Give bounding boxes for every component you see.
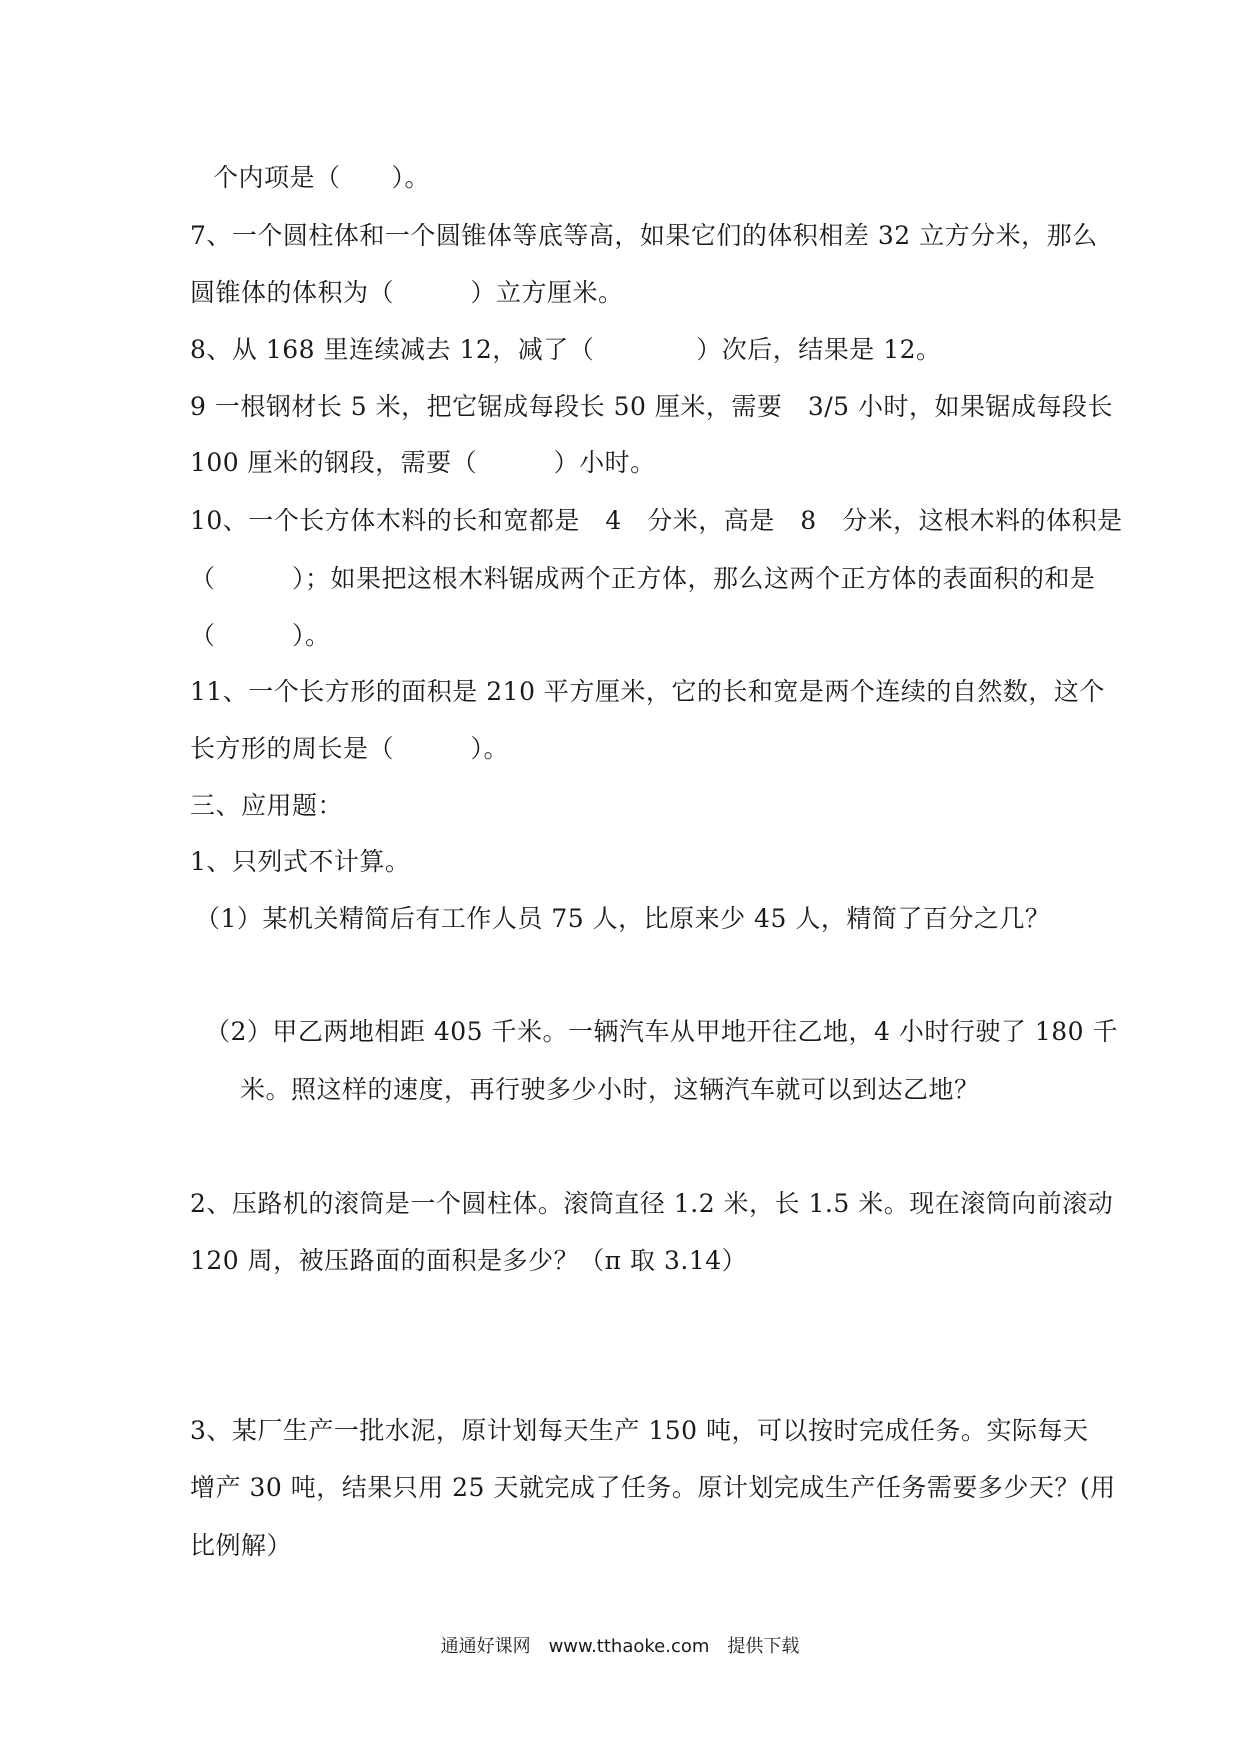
- q11-line-1: 11、一个长方形的面积是 210 平方厘米，它的长和宽是两个连续的自然数，这个: [190, 677, 1105, 706]
- q10-line-3: （ ）。: [190, 621, 331, 650]
- q7-line-2: 圆锥体的体积为（ ）立方厘米。: [190, 278, 624, 307]
- problem-3-line-3: 比例解）: [190, 1531, 293, 1560]
- q9-line-2: 100 厘米的钢段，需要（ ）小时。: [190, 448, 656, 477]
- problem-3-line-1: 3、某厂生产一批水泥，原计划每天生产 150 吨，可以按时完成任务。实际每天: [190, 1416, 1089, 1445]
- q7-line-1: 7、一个圆柱体和一个圆锥体等底等高，如果它们的体积相差 32 立方分米，那么: [190, 221, 1098, 250]
- section-heading-application: 三、应用题：: [190, 791, 344, 820]
- problem-2-line-1: 2、压路机的滚筒是一个圆柱体。滚筒直径 1.2 米，长 1.5 米。现在滚筒向前滚动: [190, 1189, 1114, 1218]
- page-footer: 通通好课网 www.tthaoke.com 提供下载: [440, 1636, 800, 1657]
- problem-1-sub-2-line-2: 米。照这样的速度，再行驶多少小时，这辆汽车就可以到达乙地？: [240, 1075, 980, 1104]
- q6-continuation: 个内项是（ ）。: [213, 163, 431, 192]
- q11-line-2: 长方形的周长是（ ）。: [190, 734, 510, 763]
- problem-1-title: 1、只列式不计算。: [190, 847, 411, 876]
- q10-line-1: 10、一个长方体木料的长和宽都是 4 分米，高是 8 分米，这根木料的体积是: [190, 506, 1123, 535]
- q8-line: 8、从 168 里连续减去 12，减了（ ）次后，结果是 12。: [190, 335, 942, 364]
- problem-1-sub-2-line-1: （2）甲乙两地相距 405 千米。一辆汽车从甲地开往乙地，4 小时行驶了 180 千: [205, 1017, 1118, 1046]
- problem-3-line-2: 增产 30 吨，结果只用 25 天就完成了任务。原计划完成生产任务需要多少天？(用: [190, 1473, 1116, 1502]
- problem-2-line-2: 120 周，被压路面的面积是多少？（π 取 3.14）: [190, 1246, 748, 1275]
- q10-line-2: （ ）；如果把这根木料锯成两个正方体，那么这两个正方体的表面积的和是: [190, 564, 1096, 593]
- problem-1-sub-1: （1）某机关精简后有工作人员 75 人，比原来少 45 人，精简了百分之几？: [195, 904, 1051, 933]
- q9-line-1: 9 一根钢材长 5 米，把它锯成每段长 50 厘米，需要 3/5 小时，如果锯成每段长: [190, 392, 1114, 421]
